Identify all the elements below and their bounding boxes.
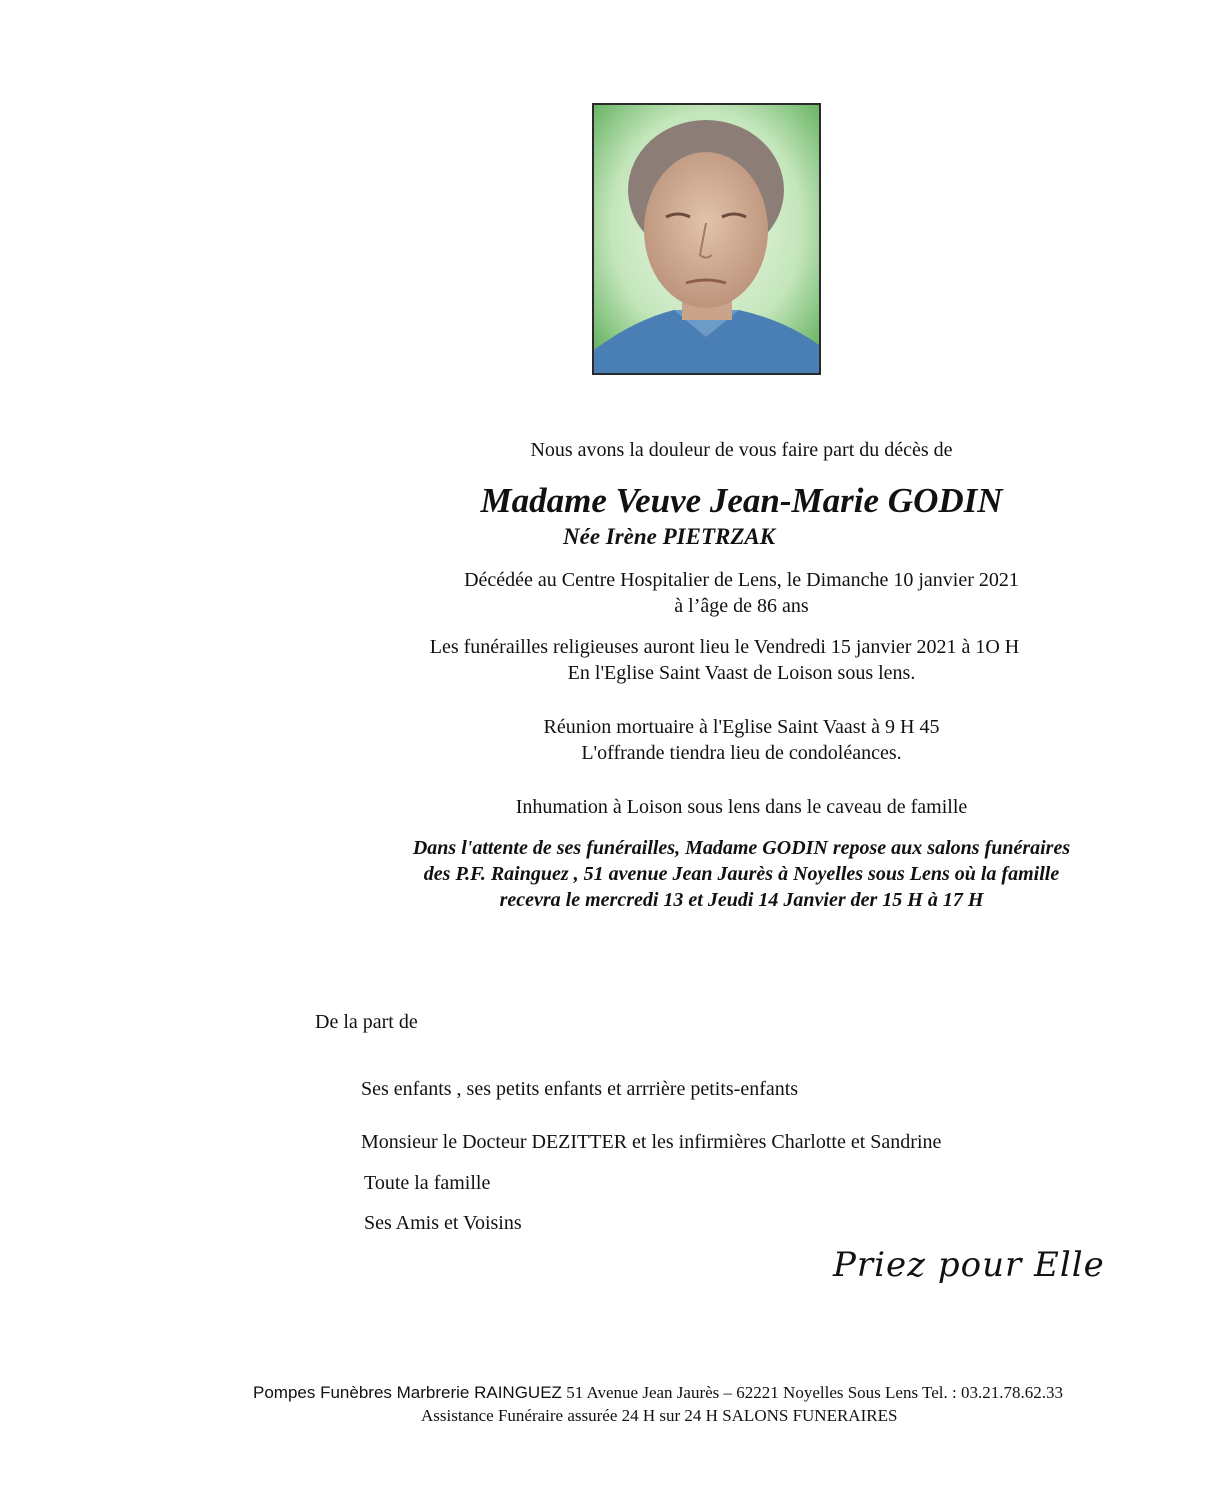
repose-line1: Dans l'attente de ses funérailles, Madame GODIN repose aux salons funéraires bbox=[412, 837, 1071, 859]
footer-line2: Assistance Funéraire assurée 24 H sur 24 H SALONS FUNERAIRES bbox=[421, 1406, 898, 1425]
announcement-text: Nous avons la douleur de vous faire part du décès de bbox=[530, 439, 953, 461]
family-line: Ses Amis et Voisins bbox=[364, 1212, 522, 1234]
repose-line3: recevra le mercredi 13 et Jeudi 14 Janvier der 15 H à 17 H bbox=[499, 889, 984, 911]
gathering-line1: Réunion mortuaire à l'Eglise Saint Vaast à 9 H 45 bbox=[543, 716, 940, 738]
deceased-name: Madame Veuve Jean-Marie GODIN bbox=[480, 481, 1003, 520]
death-details-line2: à l’âge de 86 ans bbox=[674, 595, 809, 617]
family-line: Monsieur le Docteur DEZITTER et les infirmières Charlotte et Sandrine bbox=[361, 1131, 942, 1153]
from-label: De la part de bbox=[315, 1011, 418, 1033]
gathering-line2: L'offrande tiendra lieu de condoléances. bbox=[581, 742, 902, 764]
funeral-line2: En l'Eglise Saint Vaast de Loison sous lens. bbox=[567, 662, 916, 684]
footer-address: 51 Avenue Jean Jaurès – 62221 Noyelles Sous Lens Tel. : 03.21.78.62.33 bbox=[561, 1383, 1063, 1402]
maiden-name: Née Irène PIETRZAK bbox=[563, 524, 776, 549]
repose-line2: des P.F. Rainguez , 51 avenue Jean Jaurès à Noyelles sous Lens où la famille bbox=[423, 863, 1060, 885]
portrait-icon bbox=[594, 105, 819, 373]
signature-text: Priez pour Elle bbox=[833, 1245, 1105, 1285]
footer-line1 bbox=[253, 1383, 1063, 1403]
family-line: Toute la famille bbox=[364, 1172, 491, 1194]
footer-company: Pompes Funèbres Marbrerie RAINGUEZ bbox=[253, 1383, 562, 1402]
funeral-line1: Les funérailles religieuses auront lieu le Vendredi 15 janvier 2021 à 1O H bbox=[429, 636, 1020, 658]
family-line: Ses enfants , ses petits enfants et arrrière petits-enfants bbox=[361, 1078, 799, 1100]
death-details-line1: Décédée au Centre Hospitalier de Lens, le Dimanche 10 janvier 2021 bbox=[464, 569, 1019, 591]
burial-text: Inhumation à Loison sous lens dans le caveau de famille bbox=[515, 796, 968, 818]
portrait-photo bbox=[592, 103, 821, 375]
